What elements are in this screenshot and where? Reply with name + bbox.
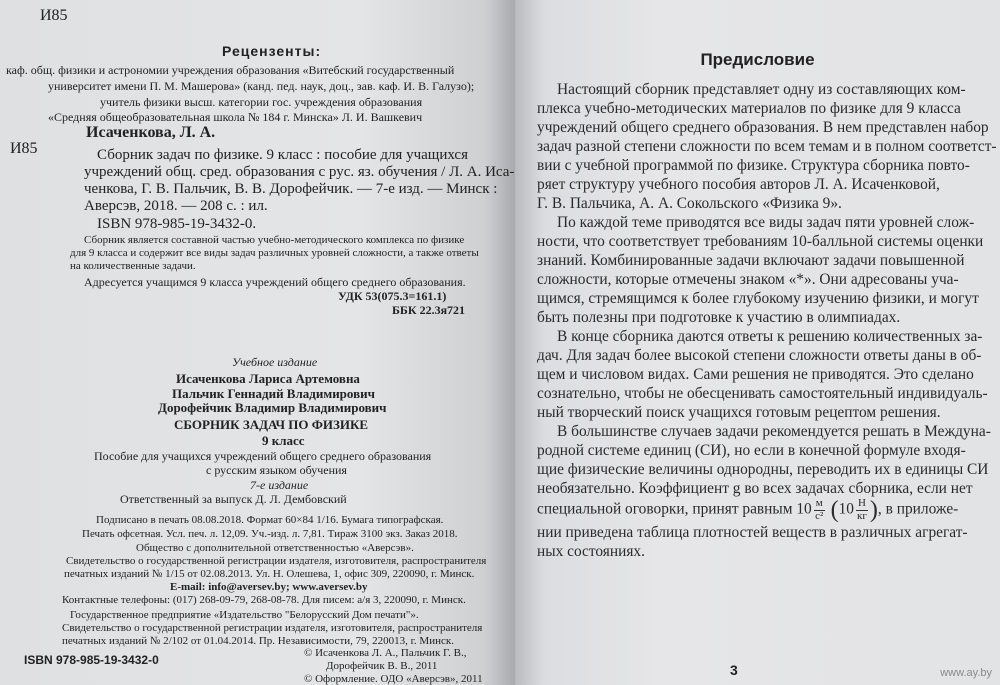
purpose-line: с русским языком обучения bbox=[206, 463, 347, 477]
preface-line: учреждений общего среднего образования. В нем представлен набор bbox=[537, 119, 989, 136]
preface-line: нии приведена таблица плотностей веществ в различных агрегат- bbox=[537, 524, 968, 541]
bib-line: Аверсэв, 2018. — 208 с. : ил. bbox=[84, 198, 268, 214]
imprint-line: печатных изданий № 2/102 от 01.04.2014. Пр. Независимости, 79, 220013, г. Минск. bbox=[62, 635, 454, 647]
preface-line: ряет структуру учебного пособия авторов Л. А. Исаченковой, bbox=[537, 176, 940, 193]
imprint-line: Свидетельство о государственной регистрации издателя, изготовителя, распространителя bbox=[62, 622, 483, 634]
fraction-m-s2 bbox=[814, 498, 825, 522]
preface-line: родной системе единиц (СИ), но если в конечной формуле входя- bbox=[537, 442, 966, 459]
imprint-line: Печать офсетная. Усл. печ. л. 12,09. Уч.-изд. л. 7,81. Тираж 3100 экз. Заказ 2018. bbox=[82, 528, 458, 540]
purpose-line: Пособие для учащихся учреждений общего среднего образования bbox=[94, 449, 432, 463]
bib-author: Исаченкова, Л. А. bbox=[86, 124, 216, 141]
classification-code: И85 bbox=[10, 140, 38, 157]
imprint-contacts: E-mail: info@aversev.by; www.aversev.by bbox=[170, 581, 368, 593]
edition: 7-е издание bbox=[250, 478, 309, 492]
author-full-name: Дорофейчик Владимир Владимирович bbox=[158, 400, 387, 415]
isbn-bottom: ISBN 978-985-19-3432-0 bbox=[24, 653, 159, 667]
watermark: www.ay.by bbox=[940, 667, 992, 679]
preface-line: вии с учебной программой по физике. Структура сборника повто- bbox=[537, 157, 970, 174]
formula-value: 10 bbox=[838, 500, 854, 518]
preface-formula-line bbox=[537, 498, 958, 522]
right-page-preface bbox=[515, 0, 1000, 685]
imprint-line: Контактные телефоны: (017) 268-09-79, 268-08-78. Для писем: а/я 3, 220090, г. Минск. bbox=[62, 594, 466, 606]
book-title: СБОРНИК ЗАДАЧ ПО ФИЗИКЕ bbox=[174, 417, 369, 432]
grade: 9 класс bbox=[262, 433, 305, 448]
bib-line: Сборник задач по физике. 9 класс : пособие для учащихся bbox=[97, 147, 468, 163]
author-full-name: Исаченкова Лариса Артемовна bbox=[176, 371, 360, 386]
reviewers-line: каф. общ. физики и астрономии учреждения образования «Витебский государственный bbox=[6, 63, 455, 77]
copyright-line: © Исаченкова Л. А., Пальчик Г. В., bbox=[304, 647, 467, 659]
paren-close: ) bbox=[869, 497, 878, 524]
preface-line: плекса учебно-методических материалов по физике для 9 класса bbox=[537, 100, 961, 117]
preface-line: В конце сборника даются ответы к решению количественных за- bbox=[557, 328, 983, 345]
responsible-editor: Ответственный за выпуск Д. Л. Дембовский bbox=[120, 492, 347, 506]
preface-heading: Предисловие bbox=[700, 50, 815, 69]
fraction-n-kg bbox=[856, 498, 868, 522]
preface-line: сложности, которые отмечены знаком «*». Они адресованы уча- bbox=[537, 271, 959, 288]
fraction-numerator: м bbox=[815, 497, 823, 509]
bib-line: ченкова, Г. В. Пальчик, В. В. Дорофейчик. — 7-е изд. — Минск : bbox=[84, 181, 498, 197]
preface-line: щем и числовом видах. Сами решения не приводятся. Это сделано bbox=[537, 366, 974, 383]
imprint-line: Подписано в печать 08.08.2018. Формат 60×84 1/16. Бумага типографская. bbox=[96, 514, 444, 526]
annotation-line: для 9 класса и содержит все виды задач различных уровней сложности, а также ответы bbox=[70, 247, 479, 259]
fraction-denominator: с² bbox=[815, 509, 824, 522]
reviewers-line: университет имени П. М. Машерова» (канд. пед. наук, доц., зав. каф. И. В. Галузо); bbox=[48, 79, 475, 93]
page-number: 3 bbox=[730, 662, 738, 678]
preface-line: щие физические величины однородны, переводить их в единицы СИ bbox=[537, 461, 989, 478]
formula-suffix: , в приложе- bbox=[877, 500, 959, 518]
preface-line: В большинстве случаев задачи рекомендуется решать в Междуна- bbox=[557, 423, 991, 440]
fraction-numerator: Н bbox=[857, 497, 866, 509]
preface-line: По каждой теме приводятся все виды задач пяти уровней слож- bbox=[557, 214, 975, 231]
annotation-line: Сборник является составной частью учебно-методического комплекса по физике bbox=[84, 234, 465, 246]
preface-line: задач разной степени сложности по всем темам и в полном соответст- bbox=[537, 138, 997, 155]
udk-code: УДК 53(075.3=161.1) bbox=[338, 289, 447, 303]
preface-line: Г. В. Пальчика, А. А. Сокольского «Физика 9». bbox=[537, 195, 842, 212]
imprint-line: Государственное предприятие «Издательство "Белорусский Дом печати"». bbox=[70, 609, 419, 621]
reviewers-line: «Средняя общеобразовательная школа № 184 г. Минска» Л. И. Вашкевич bbox=[48, 110, 423, 124]
edition-type: Учебное издание bbox=[232, 355, 318, 369]
fraction-denominator: кг bbox=[857, 509, 867, 522]
preface-line: быть полезны при подготовке к участию в олимпиадах. bbox=[537, 309, 901, 326]
preface-line: ный творческий поиск учащихся готовым рецептом решения. bbox=[537, 404, 941, 421]
preface-line: ности, что соответствует требованиям 10-балльной системы оценки bbox=[537, 233, 984, 250]
preface-line: необязательно. Коэффициент g во всех задачах сборника, если нет bbox=[537, 480, 973, 497]
copyright-line: © Оформление. ОДО «Аверсэв», 2011 bbox=[304, 673, 483, 685]
imprint-line: печатных изданий № 1/15 от 02.08.2013. Ул. Н. Олешева, 1, офис 309, 220090, г. Минск. bbox=[64, 568, 475, 580]
reviewers-line: учитель физики высш. категории гос. учреждения образования bbox=[100, 95, 423, 109]
preface-line: знаний. Комбинированные задачи включают задачи повышенной bbox=[537, 252, 965, 269]
annotation-line: Адресуется учащимся 9 класса учреждений общего среднего образования. bbox=[84, 275, 466, 289]
bib-line: учреждений общ. сред. образования с рус. яз. обучения / Л. А. Иса- bbox=[84, 164, 515, 180]
preface-line: ных состояниях. bbox=[537, 543, 645, 560]
paren-open: ( bbox=[830, 497, 839, 524]
preface-line: дач. Для задач более высокой степени сложности ответы даны в об- bbox=[537, 347, 982, 364]
reviewers-heading: Рецензенты: bbox=[222, 43, 322, 59]
author-full-name: Пальчик Геннадий Владимирович bbox=[172, 386, 375, 401]
annotation-line: на количественные задачи. bbox=[70, 260, 196, 272]
classification-code-top: И85 bbox=[40, 7, 68, 24]
preface-line: Настоящий сборник представляет одну из составляющих ком- bbox=[557, 81, 966, 98]
formula-prefix: специальной оговорки, принят равным 10 bbox=[537, 500, 812, 518]
imprint-line: Свидетельство о государственной регистрации издателя, изготовителя, распространителя bbox=[66, 555, 487, 567]
preface-line: щимся, стремящимся к более глубокому изучению физики, и могут bbox=[537, 290, 979, 307]
isbn-bib: ISBN 978-985-19-3432-0. bbox=[97, 216, 257, 232]
preface-line: сознательно, чтобы не обесценивать самостоятельный индивидуаль- bbox=[537, 385, 988, 402]
imprint-line: Общество с дополнительной ответственностью «Аверсэв». bbox=[136, 542, 414, 554]
copyright-line: Дорофейчик В. В., 2011 bbox=[326, 660, 438, 672]
bbk-code: ББК 22.3я721 bbox=[392, 303, 466, 317]
